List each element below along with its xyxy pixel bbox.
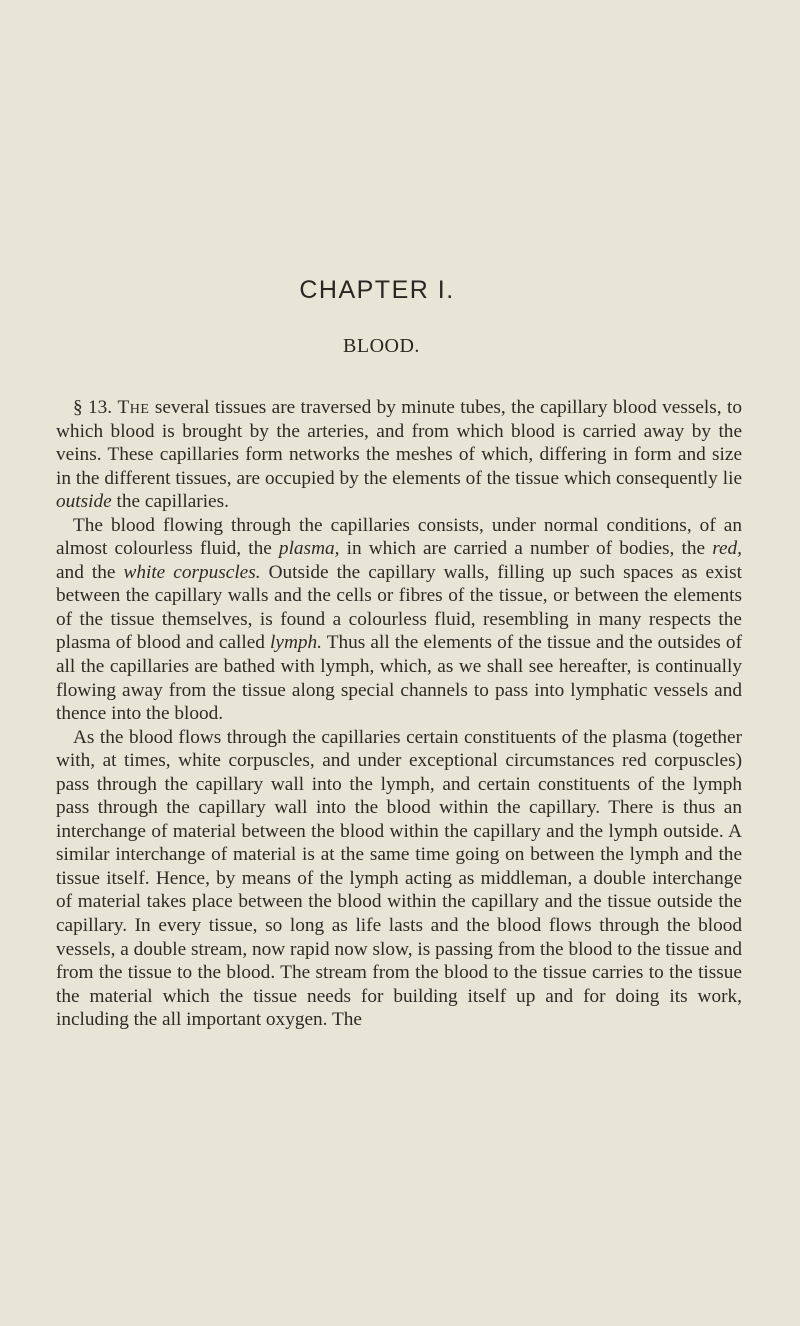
text-run-smallcaps: The	[117, 397, 150, 418]
body-text	[56, 396, 742, 1032]
text-run: and the	[56, 561, 124, 583]
paragraph	[56, 514, 742, 726]
text-run: Thus all the elements of the tissue and the outsides of all the capillaries are bathed with lymph, which, as we shall see hereafter, is continually flowing away from the tissue along special channels to pass into lymphatic vessels and thence into the blood.	[56, 632, 742, 725]
text-run: The blood flowing through the capillaries consists, under normal conditions, of an almost colourless fluid, the	[56, 514, 742, 560]
text-run-italic: white corpuscles.	[123, 561, 261, 583]
text-run-italic: lymph.	[270, 632, 322, 654]
paragraph	[56, 726, 742, 1032]
chapter-heading: CHAPTER I.	[299, 276, 455, 304]
text-run: Outside the capillary walls, filling up such spaces as exist between the capillary walls and the cells or fibres of the tissue, or between the elements of the tissue themselves, is found a colourless fluid, resembling in many respects the plasma of blood and called	[56, 561, 742, 654]
text-run: the capillaries.	[111, 491, 229, 513]
text-run: in which are carried a number of bodies, the	[339, 538, 713, 560]
paragraph	[56, 396, 742, 514]
text-run: several tissues are traversed by minute tubes, the capillary blood vessels, to which blood is brought by the arteries, and from which blood is carried away by the veins. These capillaries form networks the meshes of which, differing in form and size in the different tissues, are occupied by the elements of the tissue which consequently lie	[56, 397, 742, 489]
text-run-italic: outside	[56, 491, 112, 513]
section-heading: BLOOD.	[343, 335, 420, 357]
text-run: As the blood flows through the capillaries certain constituents of the plasma (together with, at times, white corpuscles, and under exceptional circumstances red corpuscles) pass through the capillary wall into the lymph, and certain constituents of the lymph pass through the capillary wall into the blood within the capillary. There is thus an interchange of material between the blood within the capillary and the lymph outside. A similar interchange of material is at the same time going on between the lymph and the tissue itself. Hence, by means of the lymph acting as middleman, a double interchange of material takes place between the blood within the capillary and the tissue outside the capillary. In every tissue, so long as life lasts and the blood flows through the blood vessels, a double stream, now rapid now slow, is passing from the blood to the tissue and from the tissue to the blood. The stream from the blood to the tissue carries to the tissue the material which the tissue needs for building itself up and for doing its work, including the all important oxygen. The	[56, 726, 742, 1031]
text-run-italic: plasma,	[278, 538, 340, 560]
text-run-italic: red,	[712, 538, 742, 560]
text-run: § 13.	[73, 397, 118, 418]
